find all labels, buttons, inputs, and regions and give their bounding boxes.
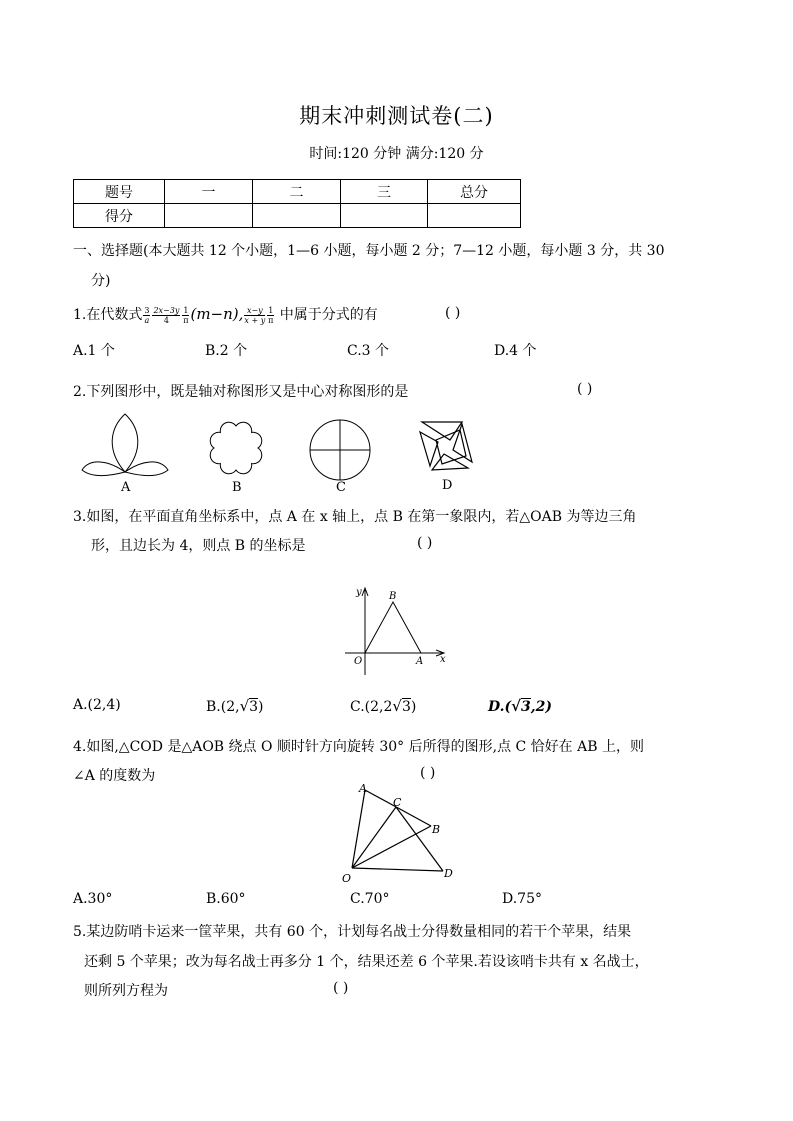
question-4-stem: 4.如图,△COD 是△AOB 绕点 O 顺时针方向旋转 30° 后所得的图形,点 C 恰好在 AB 上，则 [73,739,644,755]
table-row [74,204,521,228]
fraction: $\frac{3}{a}$ [144,305,150,325]
q3-coordinate-figure [340,580,450,680]
section-heading-cont: 分) [91,273,111,289]
option-b[interactable]: B.2 个 [205,343,248,359]
table-header-cell: 一 [165,180,253,204]
triangle-oab [365,602,421,653]
axis-label-y: y [356,587,362,598]
question-1-stem [73,304,378,325]
segment-od [352,868,443,871]
segment-cd [396,807,443,871]
table-header-cell: 总分 [428,180,521,204]
score-cell[interactable] [165,204,253,228]
table-header-cell: 题号 [74,180,165,204]
table-header-cell: 二 [253,180,341,204]
figure-label-a: A [121,480,131,495]
answer-paren[interactable]: ( ) [417,535,433,551]
figure-c-pinwheel[interactable] [310,420,370,480]
question-5-stem: 5.某边防哨卡运来一筐苹果，共有 60 个，计划每名战士分得数量相同的若干个苹果，结果 [73,924,632,940]
exam-info: 时间:120 分钟 满分:120 分 [309,146,484,162]
figure-label-d: D [442,478,453,493]
fraction: $\frac{x-y}{x + y}$ [244,305,266,325]
score-cell[interactable] [341,204,428,228]
segment-oc [352,807,396,868]
fraction: $\frac{2x-3y}{4}$ [153,305,180,325]
option-c[interactable]: C.(2,2√3) [350,697,417,715]
point-label-a: A [359,782,367,795]
option-a[interactable]: A.(2,4) [73,697,121,713]
point-label-o: O [354,656,363,667]
figure-b-flower[interactable] [210,422,262,474]
point-label-b: B [389,591,397,602]
option-d[interactable]: D.(√3,2) [488,697,552,715]
fraction: $\frac{1}{\pi}$ [268,305,274,325]
option-b[interactable]: B.(2,√3) [206,697,264,715]
q2-figures [70,410,490,495]
question-2-stem: 2.下列图形中，既是轴对称图形又是中心对称图形的是 [73,384,409,400]
fraction: $\frac{1}{\pi}$ [183,305,189,325]
table-row [74,180,521,204]
q1-prefix: 1.在代数式 [73,307,143,323]
option-a[interactable]: A.1 个 [73,343,115,359]
section-heading: 一、选择题(本大题共 12 个小题，1—6 小题，每小题 2 分；7—12 小题，每小题 3 分，共 30 [73,243,665,259]
q1-expression: (m−n), [190,305,244,323]
segment-ob [352,826,431,868]
option-c[interactable]: C.3 个 [347,343,390,359]
figure-label-b: B [232,480,242,495]
point-label-a: A [416,656,424,667]
point-label-c: C [393,796,402,809]
answer-paren[interactable]: ( ) [577,381,593,397]
answer-paren[interactable]: ( ) [420,765,436,781]
question-4-stem-cont: ∠A 的度数为 [73,768,156,784]
figure-a-petals[interactable] [82,414,168,476]
axis-label-x: x [440,654,446,665]
option-c[interactable]: C.70° [350,891,390,907]
score-cell[interactable] [428,204,521,228]
answer-paren[interactable]: ( ) [445,305,461,321]
score-table [73,179,521,228]
option-d[interactable]: D.4 个 [494,343,537,359]
figure-label-c: C [336,480,346,495]
option-b[interactable]: B.60° [206,891,246,907]
q4-rotation-figure [335,780,465,885]
answer-paren[interactable]: ( ) [333,980,349,996]
question-3-stem-cont: 形，且边长为 4，则点 B 的坐标是 [91,538,306,554]
option-d[interactable]: D.75° [502,891,542,907]
q1-suffix: 中属于分式的有 [279,307,378,323]
point-label-d: D [444,867,453,880]
segment-oa [352,790,365,868]
question-5-stem-cont: 还剩 5 个苹果；改为每名战士再多分 1 个，结果还差 6 个苹果.若设该哨卡共有 x 名战士， [84,954,649,970]
figure-d-triangles[interactable] [420,422,472,470]
table-header-cell: 三 [341,180,428,204]
score-cell[interactable] [253,204,341,228]
question-3-stem: 3.如图，在平面直角坐标系中，点 A 在 x 轴上，点 B 在第一象限内，若△OAB 为等边三角 [73,509,637,525]
page-title: 期末冲刺测试卷(二) [299,104,494,128]
point-label-o: O [342,872,352,885]
question-5-stem-cont2: 则所列方程为 [84,983,168,999]
point-label-b: B [432,823,441,836]
table-row-label: 得分 [74,204,165,228]
option-a[interactable]: A.30° [73,891,113,907]
